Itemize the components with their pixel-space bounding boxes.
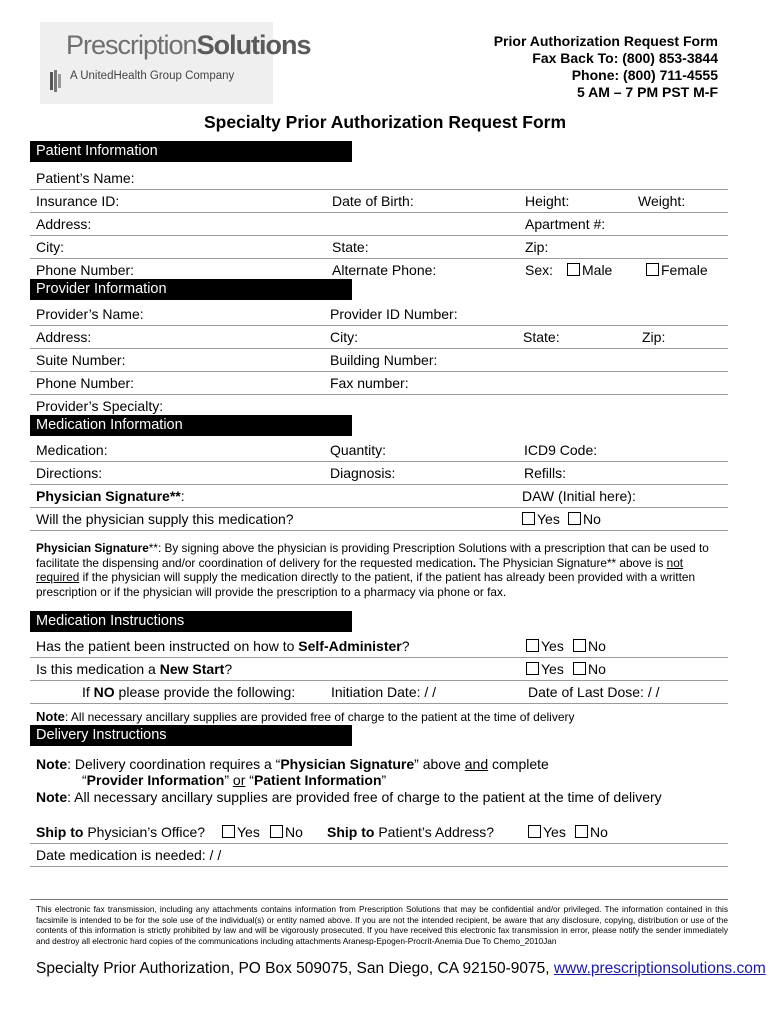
insurance-id-label: Insurance ID: — [36, 193, 120, 209]
patient-city-label: City: — [36, 239, 64, 255]
provider-phone-row[interactable] — [30, 371, 728, 395]
delivery-note-2: Note: All necessary ancillary supplies are provided free of charge to the patient at the time of delivery — [36, 789, 662, 805]
self-admin-yes-checkbox[interactable] — [526, 639, 539, 652]
physician-supply-row[interactable] — [30, 507, 728, 531]
male-checkbox[interactable] — [567, 263, 580, 276]
logo-wordmark: PrescriptionSolutions — [66, 30, 311, 60]
new-start-yes-option[interactable]: Yes — [526, 661, 564, 677]
building-label: Building Number: — [330, 352, 438, 368]
ship-patient-yes-option[interactable]: Yes — [528, 824, 566, 840]
new-start-question: Is this medication a New Start? — [36, 661, 233, 677]
website-link[interactable]: www.prescriptionsolutions.com — [553, 960, 766, 977]
section-medication-instructions: Medication Instructions — [30, 611, 352, 632]
supply-yes-option[interactable]: Yes — [522, 511, 560, 527]
header-phone: Phone: (800) 711-4555 — [571, 67, 718, 83]
new-start-no-option[interactable]: No — [573, 661, 606, 677]
delivery-note-1: Note: Delivery coordination requires a “Physician Signature” above and complete — [36, 756, 549, 772]
supply-no-checkbox[interactable] — [568, 512, 581, 525]
new-start-row[interactable] — [30, 657, 728, 681]
footer-address: Specialty Prior Authorization, PO Box 509075, San Diego, CA 92150-9075, www.prescriptionsolutions.com — [36, 960, 766, 977]
self-administer-row[interactable] — [30, 634, 728, 658]
header-hours: 5 AM – 7 PM PST M-F — [576, 84, 718, 100]
specialty-label: Provider’s Specialty: — [36, 398, 164, 414]
patient-address-label: Address: — [36, 216, 92, 232]
patient-address-row[interactable] — [30, 212, 728, 236]
initiation-date-field[interactable]: Initiation Date: / / — [331, 684, 437, 700]
sex-male-option[interactable]: Male — [567, 262, 612, 278]
female-checkbox[interactable] — [646, 263, 659, 276]
weight-label: Weight: — [638, 193, 686, 209]
self-admin-yes-option[interactable]: Yes — [526, 638, 564, 654]
provider-state-label: State: — [523, 329, 560, 345]
provider-address-label: Address: — [36, 329, 92, 345]
self-administer-question: Has the patient been instructed on how to Self-Administer? — [36, 638, 410, 654]
physician-supply-question: Will the physician supply this medication? — [36, 511, 294, 527]
ship-office-no-checkbox[interactable] — [270, 825, 283, 838]
patient-name-label: Patient’s Name: — [36, 170, 135, 186]
suite-label: Suite Number: — [36, 352, 126, 368]
ancillary-note-small: Note: All necessary ancillary supplies are provided free of charge to the patient at the time of delivery — [36, 709, 575, 724]
legal-divider — [30, 899, 728, 900]
new-start-yes-checkbox[interactable] — [526, 662, 539, 675]
patient-zip-label: Zip: — [525, 239, 549, 255]
provider-phone-label: Phone Number: — [36, 375, 135, 391]
dob-label: Date of Birth: — [332, 193, 414, 209]
medication-label: Medication: — [36, 442, 108, 458]
delivery-note-1-cont: “Provider Information” or “Patient Information” — [82, 772, 387, 788]
signature-row[interactable] — [30, 484, 728, 508]
self-admin-no-checkbox[interactable] — [573, 639, 586, 652]
provider-city-label: City: — [330, 329, 358, 345]
company-logo — [40, 22, 311, 104]
medication-row[interactable] — [30, 438, 728, 462]
section-patient-information: Patient Information — [30, 141, 352, 162]
supply-no-option[interactable]: No — [568, 511, 601, 527]
date-needed-field[interactable]: Date medication is needed: / / — [36, 847, 222, 863]
ship-office-yes-option[interactable]: Yes — [222, 824, 260, 840]
self-admin-no-option[interactable]: No — [573, 638, 606, 654]
refills-label: Refills: — [524, 465, 567, 481]
patient-state-label: State: — [332, 239, 369, 255]
sex-female-option[interactable]: Female — [646, 262, 708, 278]
daw-label: DAW (Initial here): — [522, 488, 636, 504]
diagnosis-label: Diagnosis: — [330, 465, 396, 481]
signature-explanation: Physician Signature**: By signing above the physician is providing Prescription Solutions with a prescription that can be used to facilitate the dispensing and/or coordination of delivery for the requested medication. The Physician Signature** above is not required if the physician will supply the medication directly to the patient, if the patient has already been provided with a written prescription or if the physician will provide the prescription to a pharmacy via phone or fax. — [36, 541, 709, 599]
patient-name-row[interactable] — [30, 166, 728, 190]
last-dose-date-field[interactable]: Date of Last Dose: / / — [528, 684, 660, 700]
section-medication-information: Medication Information — [30, 415, 352, 436]
logo-subtitle: A UnitedHealth Group Company — [70, 70, 235, 82]
provider-zip-label: Zip: — [642, 329, 666, 345]
page-title: Specialty Prior Authorization Request Form — [203, 112, 567, 132]
section-provider-information: Provider Information — [30, 279, 352, 300]
if-no-label: If NO please provide the following: — [82, 684, 296, 700]
directions-row[interactable] — [30, 461, 728, 485]
header-fax: Fax Back To: (800) 853-3844 — [532, 50, 718, 66]
provider-specialty-row[interactable] — [30, 394, 728, 417]
provider-id-label: Provider ID Number: — [330, 306, 458, 322]
supply-yes-checkbox[interactable] — [522, 512, 535, 525]
ship-patient-question: Ship to Patient’s Address? — [327, 824, 495, 840]
sex-label: Sex: — [525, 262, 554, 278]
ship-to-row[interactable] — [30, 820, 728, 844]
patient-id-row[interactable] — [30, 189, 728, 213]
unitedhealth-mark-icon — [50, 70, 62, 92]
provider-address-row[interactable] — [30, 325, 728, 349]
physician-signature-label: Physician Signature**: — [36, 488, 185, 504]
ship-office-no-option[interactable]: No — [270, 824, 303, 840]
ship-office-question: Ship to Physician’s Office? — [36, 824, 206, 840]
quantity-label: Quantity: — [330, 442, 387, 458]
height-label: Height: — [525, 193, 570, 209]
icd9-label: ICD9 Code: — [524, 442, 598, 458]
provider-suite-row[interactable] — [30, 348, 728, 372]
patient-phone-label: Phone Number: — [36, 262, 135, 278]
new-start-no-checkbox[interactable] — [573, 662, 586, 675]
confidentiality-notice: This electronic fax transmission, including any attachments contains information from Prescription Solutions that may be confidential and/or privileged. The information contained in this facsimile is intended to be for the sole use of the individual(s) or entity named above. If you are not the intended recipient, be aware that any disclosure, copying, distribution or use of the contents of this information is strictly prohibited by law and will be vigorously prosecuted. If you have received this electronic fax transmission in error, please notify the sender immediately and destroy all electronic hard copies of the communications including attachments Aranesp-Epogen-Procrit-Anemia Due To Chemo_2010Jan — [36, 904, 728, 946]
ship-patient-yes-checkbox[interactable] — [528, 825, 541, 838]
initiation-row[interactable] — [30, 680, 728, 704]
ship-patient-no-checkbox[interactable] — [575, 825, 588, 838]
directions-label: Directions: — [36, 465, 103, 481]
alt-phone-label: Alternate Phone: — [332, 262, 437, 278]
apartment-label: Apartment #: — [525, 216, 606, 232]
provider-name-label: Provider’s Name: — [36, 306, 144, 322]
date-needed-row[interactable] — [30, 843, 728, 867]
patient-phone-row[interactable] — [30, 258, 728, 281]
patient-city-row[interactable] — [30, 235, 728, 259]
ship-patient-no-option[interactable]: No — [575, 824, 608, 840]
section-delivery-instructions: Delivery Instructions — [30, 725, 352, 746]
provider-name-row[interactable] — [30, 302, 728, 326]
header-form-name: Prior Authorization Request Form — [493, 33, 718, 49]
provider-fax-label: Fax number: — [330, 375, 409, 391]
ship-office-yes-checkbox[interactable] — [222, 825, 235, 838]
